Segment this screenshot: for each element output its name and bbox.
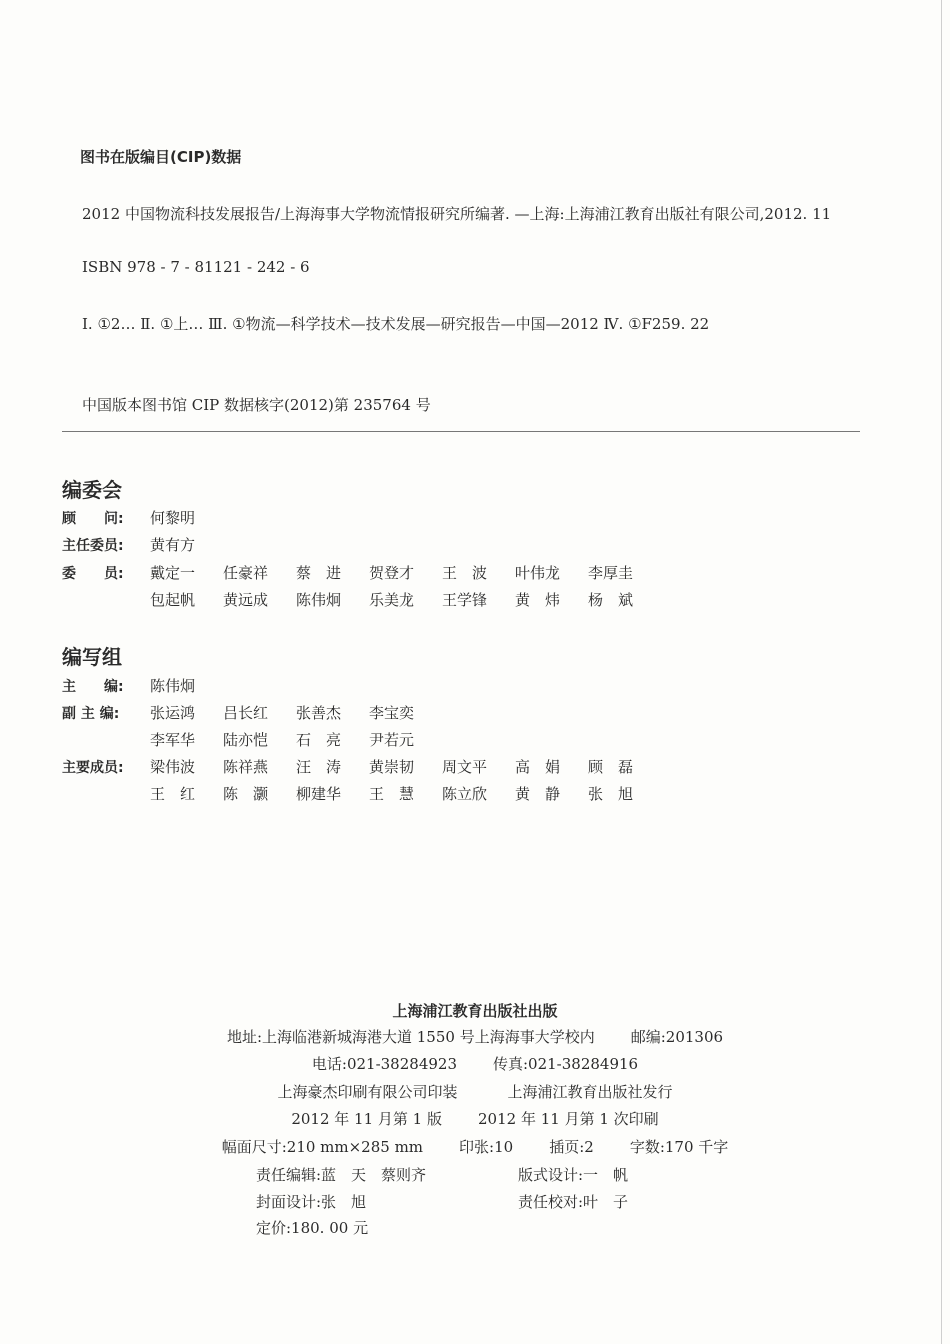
board-member: 戴定一 bbox=[150, 564, 196, 582]
address-line bbox=[0, 1026, 950, 1047]
divider-rule bbox=[62, 431, 860, 432]
main-members-row-1 bbox=[150, 756, 661, 777]
advisor-label: 顾 问: bbox=[62, 511, 124, 527]
printer: 上海豪杰印刷有限公司印装 bbox=[277, 1083, 458, 1101]
editor-line bbox=[256, 1164, 629, 1185]
deputy-editor: 吕长红 bbox=[223, 704, 269, 722]
board-member: 蔡 进 bbox=[296, 564, 342, 582]
group-member: 陈立欣 bbox=[442, 785, 488, 803]
publisher-address: 地址:上海临港新城海港大道 1550 号上海海事大学校内 bbox=[226, 1028, 595, 1046]
deputy-editor: 尹若元 bbox=[369, 731, 415, 749]
editorial-board-title: 编委会 bbox=[62, 478, 122, 502]
cip-library-number: 中国版本图书馆 CIP 数据核字(2012)第 235764 号 bbox=[82, 396, 431, 414]
publisher-fax: 传真:021-38284916 bbox=[493, 1055, 639, 1073]
layout-designer: 版式设计:一 帆 bbox=[518, 1166, 629, 1184]
cip-record: 2012 中国物流科技发展报告/上海海事大学物流情报研究所编著. —上海:上海浦江教育出版社有限公司,2012. 11 bbox=[82, 205, 832, 223]
deputy-editor: 张善杰 bbox=[296, 704, 342, 722]
publisher-title: 上海浦江教育出版社出版 bbox=[392, 1002, 558, 1020]
sheets: 印张:10 bbox=[459, 1138, 514, 1156]
edition: 2012 年 11 月第 1 版 bbox=[291, 1110, 442, 1128]
group-member: 周文平 bbox=[442, 758, 488, 776]
board-member: 陈伟炯 bbox=[296, 591, 342, 609]
board-member: 贺登才 bbox=[369, 564, 415, 582]
deputy-editors-row-1 bbox=[150, 702, 442, 723]
board-members-row-2 bbox=[150, 589, 661, 610]
board-member: 李厚圭 bbox=[588, 564, 634, 582]
board-members-row-1 bbox=[150, 562, 661, 583]
deputy-editor: 李军华 bbox=[150, 731, 196, 749]
cover-line bbox=[256, 1191, 629, 1212]
group-member: 黄 静 bbox=[515, 785, 561, 803]
proofreader: 责任校对:叶 子 bbox=[518, 1193, 629, 1211]
format-size: 幅面尺寸:210 mm×285 mm bbox=[221, 1138, 424, 1156]
chief-editor-name: 陈伟炯 bbox=[150, 677, 196, 695]
group-member: 张 旭 bbox=[588, 785, 634, 803]
board-member: 杨 斌 bbox=[588, 591, 634, 609]
board-member: 王学锋 bbox=[442, 591, 488, 609]
group-member: 柳建华 bbox=[296, 785, 342, 803]
edition-line bbox=[0, 1108, 950, 1129]
group-member: 王 慧 bbox=[369, 785, 415, 803]
group-member: 黄崇韧 bbox=[369, 758, 415, 776]
writing-group-title: 编写组 bbox=[62, 645, 122, 669]
word-count: 字数:170 千字 bbox=[629, 1138, 729, 1156]
group-member: 王 红 bbox=[150, 785, 196, 803]
cip-title: 图书在版编目(CIP)数据 bbox=[80, 148, 242, 166]
spec-line bbox=[0, 1136, 950, 1157]
group-member: 高 娟 bbox=[515, 758, 561, 776]
cover-designer: 封面设计:张 旭 bbox=[256, 1193, 367, 1211]
group-member: 梁伟波 bbox=[150, 758, 196, 776]
board-member: 王 波 bbox=[442, 564, 488, 582]
group-member: 陈祥燕 bbox=[223, 758, 269, 776]
board-members-label: 委 员: bbox=[62, 566, 124, 582]
printer-line bbox=[0, 1081, 950, 1102]
board-member: 乐美龙 bbox=[369, 591, 415, 609]
price: 定价:180. 00 元 bbox=[256, 1219, 369, 1237]
board-member: 任豪祥 bbox=[223, 564, 269, 582]
deputy-editor: 陆亦恺 bbox=[223, 731, 269, 749]
cip-isbn: ISBN 978 - 7 - 81121 - 242 - 6 bbox=[82, 258, 310, 276]
main-members-label: 主要成员: bbox=[62, 760, 124, 776]
group-member: 汪 涛 bbox=[296, 758, 342, 776]
group-member: 陈 灏 bbox=[223, 785, 269, 803]
board-member: 黄远成 bbox=[223, 591, 269, 609]
board-member: 包起帆 bbox=[150, 591, 196, 609]
printing: 2012 年 11 月第 1 次印刷 bbox=[478, 1110, 659, 1128]
publisher-postcode: 邮编:201306 bbox=[630, 1028, 724, 1046]
deputy-editor: 李宝奕 bbox=[369, 704, 415, 722]
board-member: 黄 炜 bbox=[515, 591, 561, 609]
responsible-editor: 责任编辑:蓝 天 蔡则齐 bbox=[256, 1166, 427, 1184]
chief-editor-label: 主 编: bbox=[62, 679, 124, 695]
advisor-name: 何黎明 bbox=[150, 509, 196, 527]
chair-name: 黄有方 bbox=[150, 536, 196, 554]
publisher-phone: 电话:021-38284923 bbox=[311, 1055, 457, 1073]
plates: 插页:2 bbox=[549, 1138, 594, 1156]
deputy-editors-row-2 bbox=[150, 729, 442, 750]
group-member: 顾 磊 bbox=[588, 758, 634, 776]
cip-classification: Ⅰ. ①2… Ⅱ. ①上… Ⅲ. ①物流—科学技术—技术发展—研究报告—中国—2012 Ⅳ. ①F259. 22 bbox=[82, 315, 710, 333]
contact-line bbox=[0, 1053, 950, 1074]
chair-label: 主任委员: bbox=[62, 538, 124, 554]
deputy-editor-label: 副 主 编: bbox=[62, 706, 120, 722]
distributor: 上海浦江教育出版社发行 bbox=[507, 1083, 673, 1101]
deputy-editor: 石 亮 bbox=[296, 731, 342, 749]
main-members-row-2 bbox=[150, 783, 661, 804]
deputy-editor: 张运鸿 bbox=[150, 704, 196, 722]
board-member: 叶伟龙 bbox=[515, 564, 561, 582]
